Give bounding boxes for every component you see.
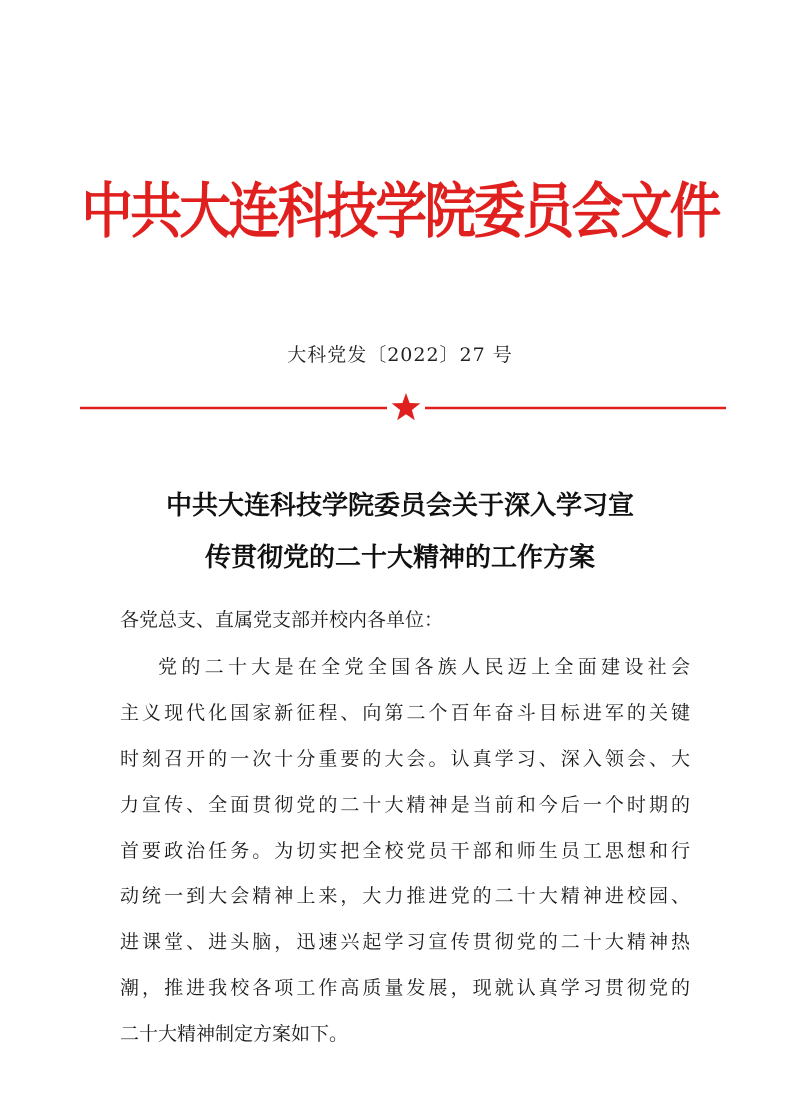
document-title <box>0 480 800 584</box>
body-line: 主义现代化国家新征程、向第二个百年奋斗目标进军的关键 <box>120 701 690 724</box>
title-line: 中共大连科技学院委员会关于深入学习宣 <box>165 491 634 521</box>
body-line: 时刻召开的一次十分重要的大会。认真学习、深入领会、大 <box>120 747 690 770</box>
red-star-icon <box>392 393 421 420</box>
masthead-title: 中共大连科技学院委员会文件 <box>81 177 719 247</box>
body-line: 党的二十大是在全党全国各族人民迈上全面建设社会 <box>158 656 690 678</box>
body-line: 进课堂、进头脑，迅速兴起学习宣传贯彻党的二十大精神热 <box>120 931 690 954</box>
body-line: 动统一到大会精神上来，大力推进党的二十大精神进校园、 <box>120 885 690 908</box>
body-line: 潮，推进我校各项工作高质量发展，现就认真学习贯彻党的 <box>120 977 690 1000</box>
title-line: 传贯彻党的二十大精神的工作方案 <box>204 543 595 573</box>
body-paragraph <box>120 645 690 1058</box>
red-divider <box>80 388 726 428</box>
body-line: 力宣传、全面贯彻党的二十大精神是当前和今后一个时期的 <box>120 793 690 816</box>
salutation: 各党总支、直属党支部并校内各单位： <box>120 609 444 631</box>
document-number: 大科党发〔2022〕27 号 <box>287 344 513 366</box>
body-line: 首要政治任务。为切实把全校党员干部和师生员工思想和行 <box>120 839 690 862</box>
body-line: 二十大精神制定方案如下。 <box>120 1023 349 1046</box>
